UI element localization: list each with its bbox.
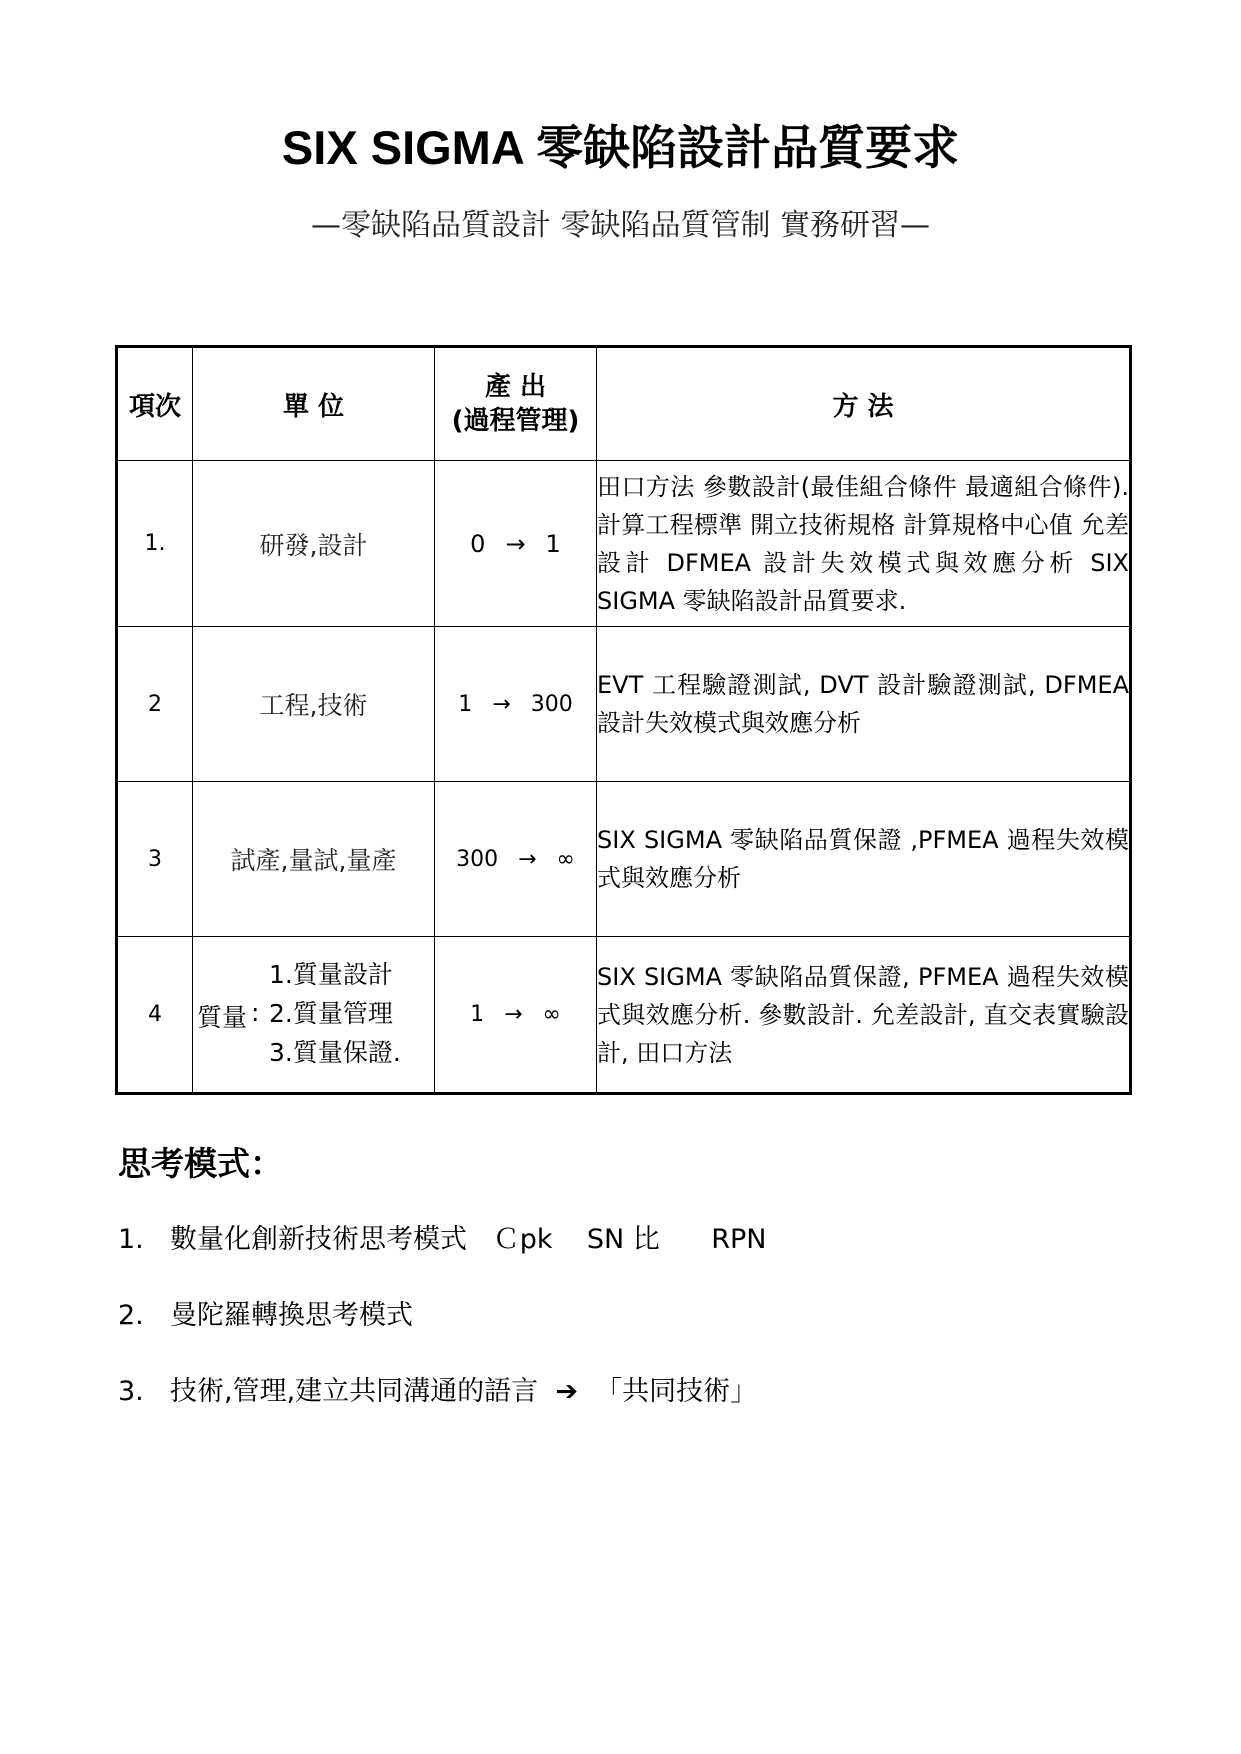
page-title: SIX SIGMA 零缺陷設計品質要求 (281, 121, 960, 174)
arrow-right-icon: → (518, 846, 537, 872)
unit-quality-item: 3.質量保證. (269, 1037, 401, 1067)
header-output-line2: (過程管理) (451, 406, 580, 436)
row-method: EVT 工程驗證測試, DVT 設計驗證測試, DFMEA 設計失效模式與效應分析 (597, 627, 1131, 782)
row-unit (193, 937, 435, 1094)
output-to: 1 (545, 529, 561, 558)
table-row (117, 782, 1131, 937)
unit-quality-items (269, 955, 401, 1072)
process-table (115, 345, 1132, 1095)
output-from: 1 (458, 691, 473, 717)
unit-quality-label: 質量 (197, 1002, 248, 1032)
unit-quality-colon: : (251, 997, 260, 1027)
table-header-row (117, 347, 1131, 461)
row-unit: 研發,設計 (193, 461, 435, 627)
arrow-right-icon: → (504, 1002, 523, 1027)
unit-quality-item: 1.質量設計 (269, 959, 393, 989)
row-method: SIX SIGMA 零缺陷品質保證, PFMEA 過程失效模式與效應分析. 參數設計. 允差設計, 直交表實驗設計, 田口方法 (597, 937, 1131, 1094)
row-number: 1. (117, 461, 193, 627)
row-output (435, 627, 597, 782)
list-item-text: 數量化創新技術思考模式 Ｃpk SN 比 RPN (170, 1224, 767, 1255)
list-item (118, 1374, 1118, 1450)
row-method: 田口方法 參數設計(最佳組合條件 最適組合條件). 計算工程標準 開立技術規格 計算規格中心值 允差設計 DFMEA 設計失效模式與效應分析 SIX SIGMA 零缺陷設計品質要求. (597, 461, 1131, 627)
output-to: ∞ (556, 846, 575, 872)
list-item-text: 技術,管理,建立共同溝通的語言 ➔ 「共同技術」 (170, 1376, 758, 1407)
row-number: 3 (117, 782, 193, 937)
header-item: 項次 (117, 347, 193, 461)
row-output (435, 782, 597, 937)
row-output (435, 937, 597, 1094)
table-row (117, 627, 1131, 782)
header-method: 方 法 (597, 347, 1131, 461)
unit-quality-item: 2.質量管理 (269, 998, 393, 1028)
thinking-list (118, 1222, 1118, 1450)
row-number: 2 (117, 627, 193, 782)
output-from: 1 (470, 1002, 485, 1027)
row-unit: 工程,技術 (193, 627, 435, 782)
page-subtitle: —零缺陷品質設計 零缺陷品質管制 實務研習— (310, 208, 931, 243)
table-row (117, 937, 1131, 1094)
thinking-section-title: 思考模式： (118, 1144, 283, 1183)
header-output (435, 347, 597, 461)
list-item (118, 1222, 1118, 1298)
unit-quality-group (193, 955, 434, 1075)
list-item-number: 1. (118, 1224, 144, 1255)
list-item-number: 2. (118, 1300, 144, 1331)
row-number: 4 (117, 937, 193, 1094)
header-unit: 單 位 (193, 347, 435, 461)
arrow-right-icon: → (492, 691, 511, 717)
output-from: 300 (456, 846, 499, 872)
list-item-number: 3. (118, 1376, 144, 1407)
arrow-right-icon: → (505, 529, 526, 558)
header-output-line1: 產 出 (484, 372, 547, 402)
output-from: 0 (470, 529, 486, 558)
row-output (435, 461, 597, 627)
list-item-text: 曼陀羅轉換思考模式 (170, 1300, 413, 1331)
output-to: ∞ (542, 1002, 561, 1027)
row-unit: 試產,量試,量產 (193, 782, 435, 937)
output-to: 300 (530, 691, 573, 717)
row-method: SIX SIGMA 零缺陷品質保證 ,PFMEA 過程失效模式與效應分析 (597, 782, 1131, 937)
table-row (117, 461, 1131, 627)
list-item (118, 1298, 1118, 1374)
